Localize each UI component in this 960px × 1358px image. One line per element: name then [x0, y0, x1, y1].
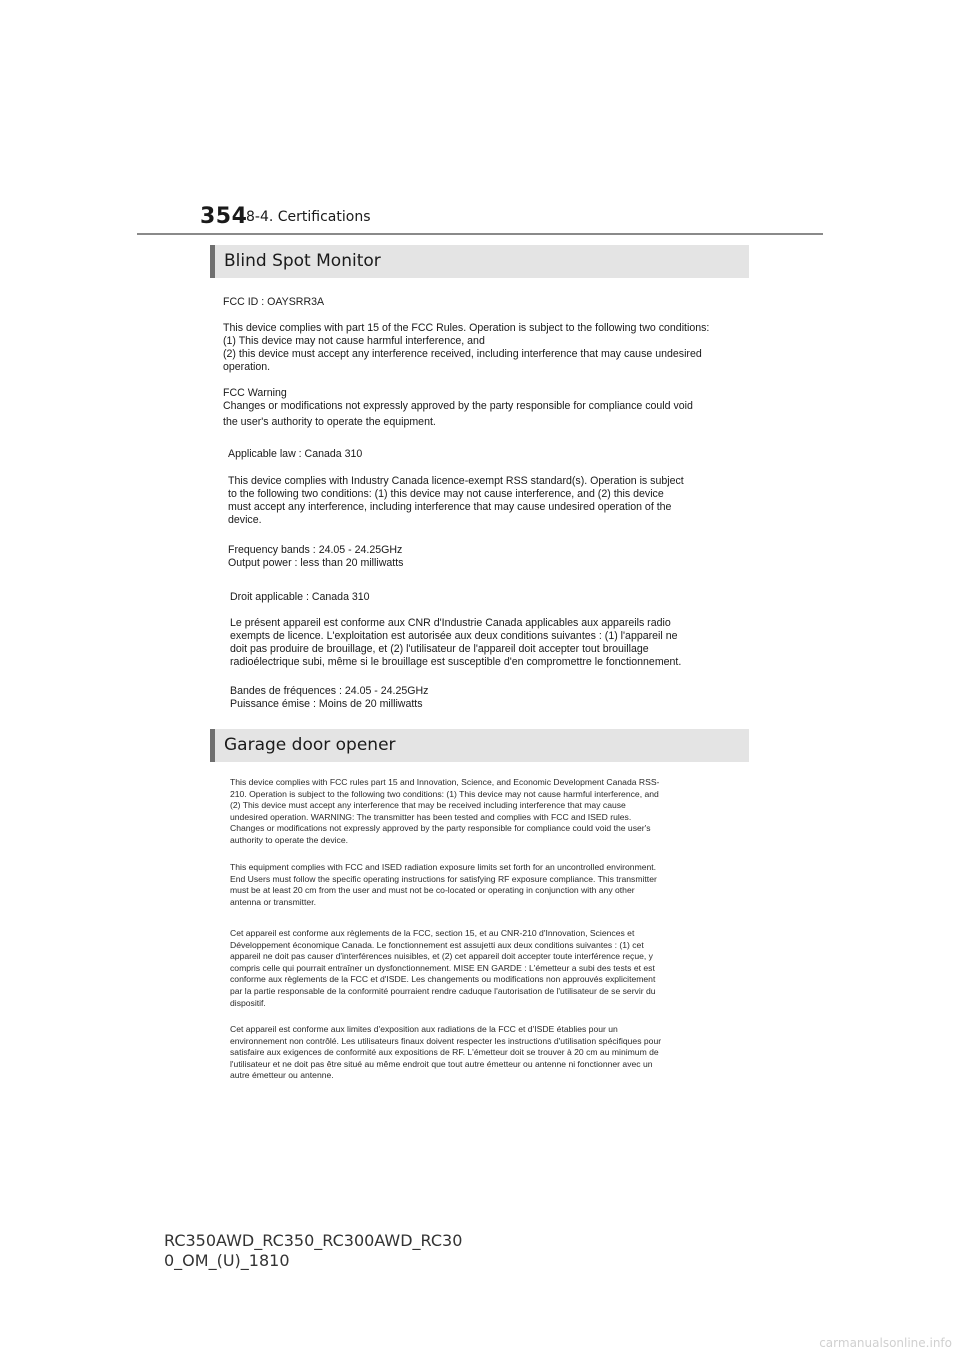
- garage-fr-block-1: [230, 928, 656, 1009]
- text-line: device.: [228, 514, 262, 526]
- text-line: (1) This device may not cause harmful interference, and: [223, 335, 485, 347]
- fcc-warning-block: [223, 387, 693, 429]
- section-accent: [210, 245, 215, 278]
- section-title: Garage door opener: [224, 735, 396, 755]
- header-rule: [137, 233, 823, 235]
- fcc-id: FCC ID : OAYSRR3A: [223, 296, 325, 308]
- text-line: l'utilisateur et ne doit pas être situé au même endroit que tout autre émetteur ou antenne ni fonctionner avec un: [230, 1058, 653, 1069]
- text-line: operation.: [223, 361, 271, 373]
- text-line: Output power : less than 20 milliwatts: [228, 557, 404, 569]
- section-accent: [210, 729, 215, 762]
- garage-en-block-1: [230, 777, 659, 847]
- text-line: This device complies with FCC rules part 15 and Innovation, Science, and Economic Development Canada RSS-: [230, 777, 660, 787]
- text-line: appareil ne doit pas causer d'interférences nuisibles, et (2) cet appareil doit accepter toute interférence reçue, y: [230, 951, 653, 962]
- text-line: Le présent appareil est conforme aux CNR d'Industrie Canada applicables aux appareils radio: [230, 617, 671, 629]
- garage-fr-block-2: [230, 1024, 661, 1082]
- document-code: [164, 1231, 462, 1271]
- canada-law: Applicable law : Canada 310: [228, 448, 363, 460]
- text-line: satisfaire aux exigences de conformité aux expositions de RF. L'émetteur doit se trouver à 20 cm au minimum de: [230, 1047, 659, 1058]
- text-line: the user's authority to operate the equipment.: [223, 416, 436, 428]
- text-line: Changes or modifications not expressly approved by the party responsible for compliance could void the user's: [230, 823, 651, 834]
- text-line: compris celle qui pourrait entraîner un dysfonctionnement. MISE EN GARDE : L'émetteur a subi des tests et est: [230, 962, 655, 973]
- text-line: This device complies with Industry Canada licence-exempt RSS standard(s). Operation is subject: [228, 475, 684, 487]
- text-line: This equipment complies with FCC and ISED radiation exposure limits set forth for an uncontrolled environment.: [230, 862, 657, 872]
- section-label: 8-4. Certifications: [246, 209, 371, 225]
- text-line: par la partie responsable de la conformité pourraient rendre caduque l'autorisation de l'utilisateur de se servir du: [230, 985, 656, 996]
- text-line: exempts de licence. L'exploitation est autorisée aux deux conditions suivantes : (1) l'appareil ne: [230, 630, 678, 642]
- section-heading-blind-spot: [210, 245, 749, 278]
- text-line: Développement économique Canada. Le fonctionnement est assujetti aux deux conditions suivantes : (1) cet: [230, 939, 644, 950]
- text-line: Bandes de fréquences : 24.05 - 24.25GHz: [230, 685, 429, 697]
- text-line: undesired operation. WARNING: The transmitter has been tested and complies with FCC and ISED rules.: [230, 811, 632, 822]
- droit-applicable: Droit applicable : Canada 310: [230, 591, 370, 603]
- text-line: autre émetteur ou antenne.: [230, 1070, 334, 1081]
- watermark: carmanualsonline.info: [819, 1336, 952, 1350]
- fcc-rules-block: [223, 322, 709, 374]
- text-line: authority to operate the device.: [230, 834, 349, 845]
- text-line: must accept any interference, including interference that may cause undesired operation of the: [228, 501, 672, 513]
- garage-en-block-2: [230, 862, 657, 908]
- text-line: Puissance émise : Moins de 20 milliwatts: [230, 698, 423, 710]
- document-code-line: RC350AWD_RC350_RC300AWD_RC30: [164, 1231, 463, 1250]
- document-code-line: 0_OM_(U)_1810: [164, 1251, 290, 1270]
- text-line: 210. Operation is subject to the following two conditions: (1) This device may not cause harmful interference, and: [230, 788, 659, 799]
- text-line: radioélectrique subi, même si le brouillage est susceptible d'en compromettre le fonctionnement.: [230, 656, 682, 668]
- text-line: (2) This device must accept any interference that may be received including interference that may cause: [230, 800, 626, 811]
- text-line: (2) this device must accept any interference received, including interference that may cause undesired: [223, 348, 702, 360]
- frequency-bands-block: [228, 544, 403, 570]
- text-line: Changes or modifications not expressly approved by the party responsible for compliance could void: [223, 400, 693, 412]
- text-line: must be at least 20 cm from the user and must not be co-located or operating in conjunction with any other: [230, 885, 635, 896]
- text-line: Frequency bands : 24.05 - 24.25GHz: [228, 544, 403, 556]
- canada-rules-block: [228, 475, 684, 527]
- fr-bands-block: [230, 685, 428, 711]
- text-line: environnement non contrôlé. Les utilisateurs finaux doivent respecter les instructions d'utilisation spécifiques pour: [230, 1035, 662, 1046]
- text-line: Cet appareil est conforme aux règlements de la FCC, section 15, et au CNR-210 d'Innovation, Sciences et: [230, 928, 635, 938]
- section-heading-garage: [210, 729, 749, 762]
- text-line: antenna or transmitter.: [230, 896, 316, 907]
- text-line: This device complies with part 15 of the FCC Rules. Operation is subject to the following two conditions:: [223, 322, 710, 334]
- section-title: Blind Spot Monitor: [224, 251, 381, 271]
- fr-rules-block: [230, 617, 681, 669]
- text-line: to the following two conditions: (1) this device may not cause interference, and (2) this device: [228, 488, 664, 500]
- text-line: doit pas produire de brouillage, et (2) l'utilisateur de l'appareil doit accepter tout brouillage: [230, 643, 649, 655]
- text-line: FCC Warning: [223, 387, 287, 399]
- text-line: dispositif.: [230, 997, 266, 1008]
- text-line: conforme aux règlements de la FCC et d'ISDE. Les changements ou modifications non approuvés explicitement: [230, 974, 656, 985]
- text-line: End Users must follow the specific operating instructions for satisfying RF exposure compliance. This transmitter: [230, 873, 657, 884]
- text-line: Cet appareil est conforme aux limites d'exposition aux radiations de la FCC et d'ISDE établies pour un: [230, 1024, 618, 1034]
- page-number: 354: [200, 204, 248, 229]
